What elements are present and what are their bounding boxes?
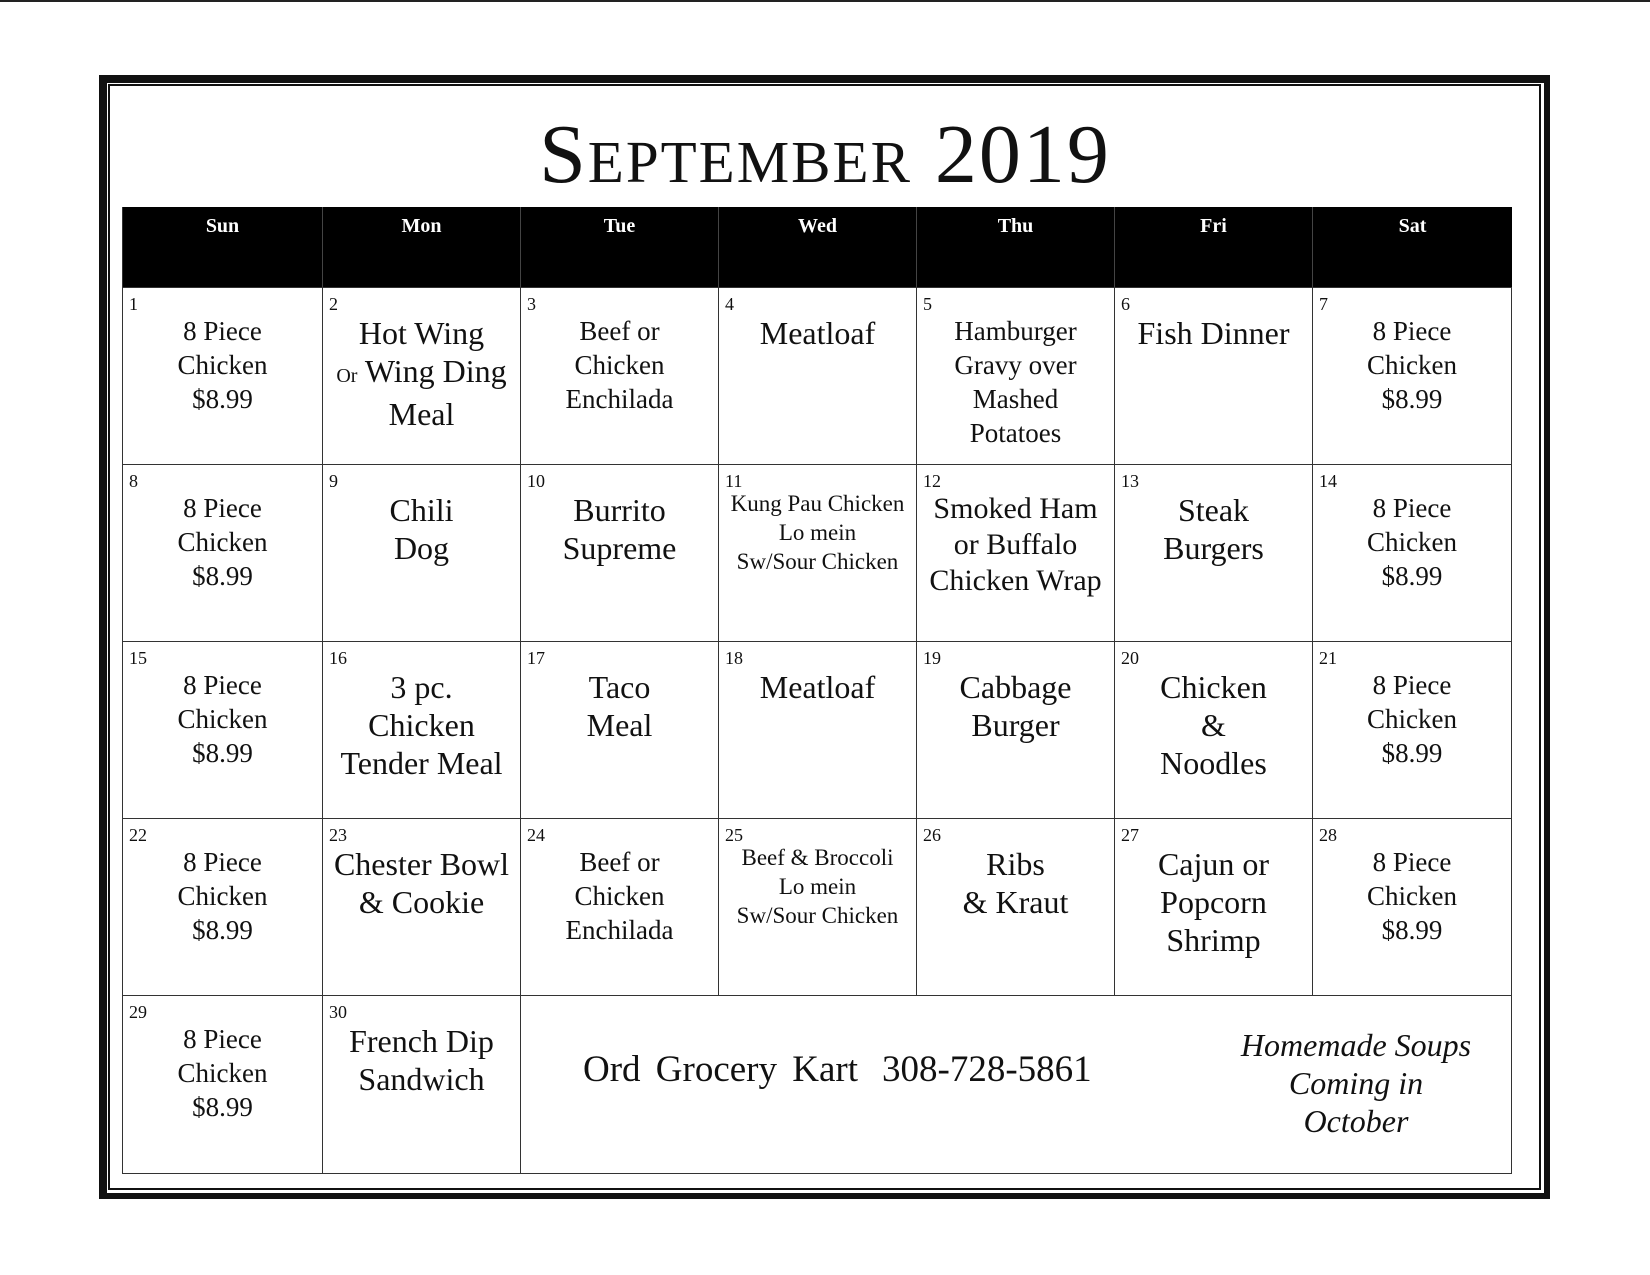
menu-line: Popcorn [1160, 884, 1267, 920]
day-cell-22 [123, 818, 323, 995]
day-number: 26 [923, 825, 941, 845]
day-number: 14 [1319, 471, 1337, 491]
day-number: 10 [527, 471, 545, 491]
day-number: 17 [527, 648, 545, 668]
day-cell-25 [719, 818, 917, 995]
menu-line: 3 pc. [390, 669, 453, 705]
day-number: 25 [725, 825, 743, 845]
menu-line: Meal [586, 707, 653, 743]
day-number: 4 [725, 294, 734, 314]
menu-line: & [1201, 707, 1226, 743]
day-cell-23 [323, 818, 521, 995]
menu-line: $8.99 [192, 915, 253, 945]
menu-line: Chicken Wrap [929, 564, 1102, 597]
day-cell-4 [719, 287, 917, 464]
menu-line: Chicken [1367, 527, 1457, 557]
weekday-header-sun: Sun [123, 207, 323, 287]
soups-note [1211, 1026, 1501, 1140]
day-cell-28 [1313, 818, 1512, 995]
menu-line: 8 Piece [1372, 670, 1452, 700]
menu-line: $8.99 [192, 1092, 253, 1122]
calendar-grid [122, 207, 1511, 1174]
menu-line: Meal [388, 396, 455, 432]
soups-note-line: Coming in [1288, 1065, 1424, 1101]
menu-line: & Kraut [962, 884, 1069, 920]
menu-line: Taco [588, 669, 651, 705]
day-number: 23 [329, 825, 347, 845]
day-cell-7 [1313, 287, 1512, 464]
menu-line: Shrimp [1166, 922, 1261, 958]
weekday-header-tue: Tue [521, 207, 719, 287]
day-cell-10 [521, 464, 719, 641]
day-cell-8 [123, 464, 323, 641]
weekday-header-thu: Thu [917, 207, 1115, 287]
menu-line: Meatloaf [759, 669, 876, 705]
menu-line: Chicken [177, 881, 268, 911]
menu-line: Gravy over [954, 350, 1077, 380]
day-cell-18 [719, 641, 917, 818]
menu-line: Chicken [368, 707, 475, 743]
day-number: 16 [329, 648, 347, 668]
menu-line: $8.99 [1381, 561, 1443, 591]
store-info-area [521, 995, 1512, 1174]
menu-line: Wing Ding [364, 353, 507, 389]
day-cell-3 [521, 287, 719, 464]
menu-line: Supreme [562, 530, 677, 566]
day-cell-26 [917, 818, 1115, 995]
day-number: 1 [129, 294, 138, 314]
menu-line: Beef or [579, 847, 660, 877]
menu-line: 8 Piece [183, 847, 262, 877]
calendar-title: September 2019 [539, 108, 1111, 201]
page-top-rule [0, 0, 1650, 2]
menu-line: Beef or [579, 316, 660, 346]
day-cell-9 [323, 464, 521, 641]
menu-line: 8 Piece [1372, 847, 1452, 877]
menu-line: 8 Piece [1372, 316, 1452, 346]
menu-line: Ribs [986, 846, 1045, 882]
day-number: 7 [1319, 294, 1328, 314]
menu-line: Hamburger [954, 316, 1077, 346]
menu-line: Chicken [1160, 669, 1267, 705]
menu-line: Sw/Sour Chicken [736, 549, 899, 574]
day-number: 2 [329, 294, 338, 314]
soups-note-line: October [1303, 1103, 1409, 1139]
menu-line: Chester Bowl [333, 846, 510, 882]
day-number: 22 [129, 825, 147, 845]
store-name: Ord Grocery Kart [583, 1049, 858, 1090]
day-cell-19 [917, 641, 1115, 818]
day-number: 18 [725, 648, 743, 668]
day-cell-15 [123, 641, 323, 818]
menu-line: Cajun or [1157, 846, 1270, 882]
weekday-header-sat: Sat [1313, 207, 1512, 287]
day-number: 6 [1121, 294, 1130, 314]
day-cell-21 [1313, 641, 1512, 818]
menu-line: $8.99 [192, 384, 253, 414]
weekday-header-fri: Fri [1115, 207, 1313, 287]
day-number: 8 [129, 471, 138, 491]
day-number: 11 [725, 471, 743, 491]
menu-line: Dog [393, 530, 450, 566]
day-number: 3 [527, 294, 536, 314]
menu-line: Enchilada [565, 915, 674, 945]
menu-line: Fish Dinner [1137, 315, 1290, 351]
menu-line: Chicken [177, 704, 268, 734]
day-number: 20 [1121, 648, 1139, 668]
day-cell-16 [323, 641, 521, 818]
menu-line: Mashed [972, 384, 1059, 414]
day-number: 9 [329, 471, 338, 491]
day-number: 29 [129, 1002, 147, 1022]
menu-line: Steak [1177, 492, 1250, 528]
day-number: 30 [329, 1002, 347, 1022]
day-cell-27 [1115, 818, 1313, 995]
menu-line: Burrito [573, 492, 666, 528]
menu-line: Chicken [177, 1058, 268, 1088]
menu-line: Chicken [574, 881, 665, 911]
menu-line: $8.99 [192, 561, 253, 591]
day-cell-17 [521, 641, 719, 818]
day-number: 13 [1121, 471, 1139, 491]
day-cell-14 [1313, 464, 1512, 641]
day-cell-11 [719, 464, 917, 641]
weekday-header-mon: Mon [323, 207, 521, 287]
day-number: 19 [923, 648, 941, 668]
menu-line: Burgers [1163, 530, 1264, 566]
menu-line: Chicken [177, 350, 268, 380]
menu-line: Chicken [1367, 881, 1457, 911]
menu-line: 8 Piece [183, 1024, 262, 1054]
menu-line: Potatoes [969, 418, 1062, 448]
menu-line: Hot Wing [358, 315, 485, 351]
weekday-header-wed: Wed [719, 207, 917, 287]
day-cell-2 [323, 287, 521, 464]
menu-line: $8.99 [192, 738, 253, 768]
menu-line: Lo mein [778, 874, 857, 899]
menu-line: Chicken [1367, 350, 1457, 380]
menu-line: $8.99 [1381, 915, 1443, 945]
menu-line: Noodles [1160, 745, 1267, 781]
day-cell-24 [521, 818, 719, 995]
menu-line: Cabbage [959, 669, 1072, 705]
day-number: 15 [129, 648, 147, 668]
menu-line-prefix: Or [336, 365, 358, 387]
menu-line: French Dip [349, 1023, 494, 1059]
menu-line: Lo mein [778, 520, 857, 545]
menu-line: Sandwich [358, 1061, 485, 1097]
day-cell-6 [1115, 287, 1313, 464]
day-cell-12 [917, 464, 1115, 641]
menu-line: Chicken [177, 527, 268, 557]
menu-line: 8 Piece [183, 670, 262, 700]
day-number: 24 [527, 825, 545, 845]
soups-note-line: Homemade Soups [1240, 1027, 1472, 1063]
day-number: 21 [1319, 648, 1337, 668]
menu-line: 8 Piece [183, 493, 262, 523]
menu-line: 8 Piece [183, 316, 262, 346]
day-number: 5 [923, 294, 932, 314]
day-cell-13 [1115, 464, 1313, 641]
menu-line: 8 Piece [1372, 493, 1452, 523]
day-number: 27 [1121, 825, 1139, 845]
menu-line: Tender Meal [340, 745, 503, 781]
day-cell-29 [123, 995, 323, 1174]
menu-line: Chicken [1367, 704, 1457, 734]
day-cell-1 [123, 287, 323, 464]
menu-line: $8.99 [1381, 738, 1443, 768]
menu-line: Chili [389, 492, 454, 528]
menu-line: Smoked Ham [933, 492, 1098, 525]
store-phone: 308-728-5861 [882, 1049, 1092, 1090]
menu-line: Meatloaf [759, 315, 876, 351]
menu-line: Burger [971, 707, 1060, 743]
day-number: 28 [1319, 825, 1337, 845]
day-cell-30 [323, 995, 521, 1174]
menu-line: Chicken [574, 350, 665, 380]
day-cell-5 [917, 287, 1115, 464]
menu-line: $8.99 [1381, 384, 1443, 414]
day-cell-20 [1115, 641, 1313, 818]
menu-line: Enchilada [565, 384, 674, 414]
menu-line: Beef & Broccoli [741, 845, 894, 870]
menu-line: Kung Pau Chicken [730, 491, 905, 516]
menu-line: or Buffalo [953, 528, 1078, 561]
menu-line: & Cookie [358, 884, 485, 920]
store-contact [583, 1048, 1092, 1091]
day-number: 12 [923, 471, 941, 491]
menu-line: Sw/Sour Chicken [736, 903, 899, 928]
